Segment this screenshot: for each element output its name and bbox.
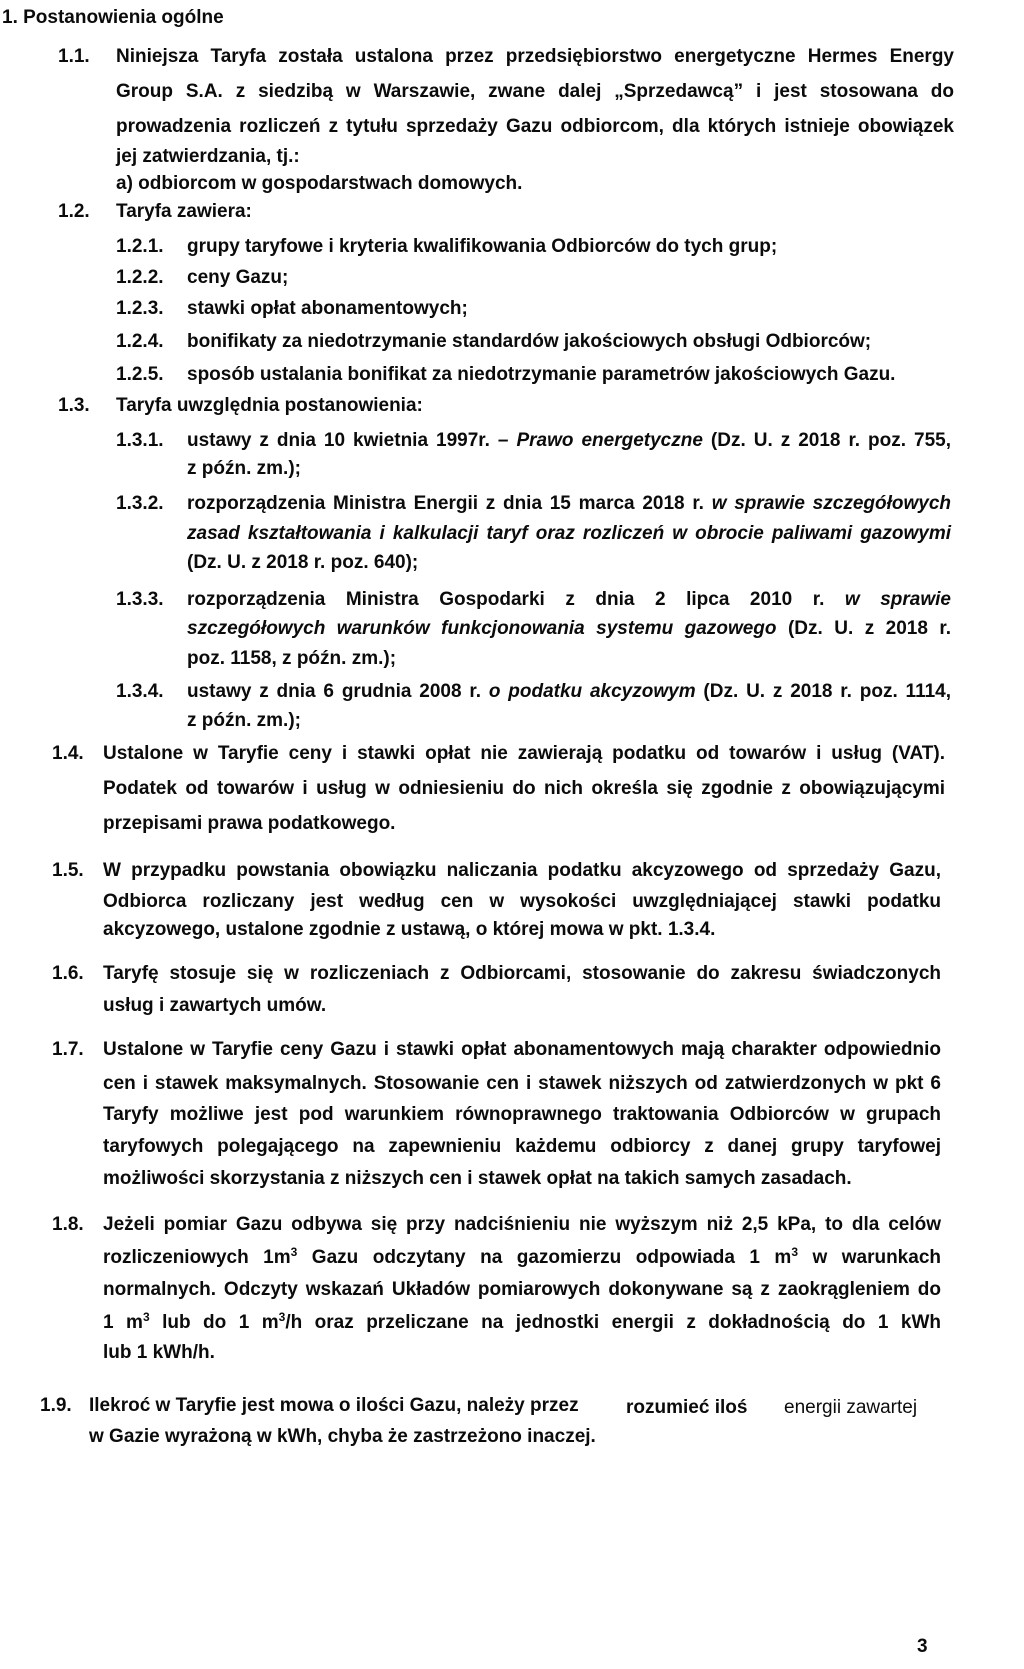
act-title: w sprawie szczegółowych xyxy=(711,493,951,514)
text-run: rozliczeniowych 1m xyxy=(103,1247,291,1268)
subsection-number: 1.3.2. xyxy=(116,493,164,514)
citation-text: rozporządzenia Ministra Gospodarki z dnia 2 lipca 2010 r. xyxy=(187,589,825,610)
paragraph-line: Ustalone w Taryfie ceny Gazu i stawki opłat abonamentowych mają charakter odpowiednio xyxy=(103,1039,941,1060)
act-title: w sprawie xyxy=(844,589,952,610)
text-run: w warunkach xyxy=(812,1247,941,1268)
citation-text: ustawy z dnia 6 grudnia 2008 r. xyxy=(187,681,482,702)
list-item-continuation: poz. 1158, z późn. zm.); xyxy=(187,648,397,669)
paragraph-line: Taryfa zawiera: xyxy=(116,201,252,222)
subsection-number: 1.2.3. xyxy=(116,298,164,319)
superscript: 3 xyxy=(290,1245,298,1259)
text-run: 1 m xyxy=(103,1312,143,1333)
citation-text: ustawy z dnia 10 kwietnia 1997r. – xyxy=(187,430,509,451)
paragraph-line: Taryfę stosuje się w rozliczeniach z Odbiorcami, stosowanie do zakresu świadczonych xyxy=(103,963,941,984)
subsection-number: 1.3.4. xyxy=(116,681,164,702)
citation-text: (Dz. U. z 2018 r. xyxy=(787,618,951,639)
paragraph-line xyxy=(103,1309,941,1336)
citation-text: rozporządzenia Ministra Energii z dnia 15 marca 2018 r. xyxy=(187,493,704,514)
paragraph-line: jej zatwierdzania, tj.: xyxy=(116,146,300,167)
paragraph-line: energii zawartej xyxy=(784,1397,918,1418)
text-run: lub do 1 m xyxy=(162,1312,279,1333)
act-title: o podatku akcyzowym xyxy=(488,681,696,702)
list-item xyxy=(187,427,951,454)
paragraph-line: Taryfy możliwe jest pod warunkiem równoprawnego traktowania Odbiorców w grupach xyxy=(103,1104,941,1125)
list-item: stawki opłat abonamentowych; xyxy=(187,298,468,319)
citation-text: (Dz. U. z 2018 r. poz. 755, xyxy=(710,430,952,451)
section-number: 1.9. xyxy=(40,1395,72,1416)
list-item: bonifikaty za niedotrzymanie standardów jakościowych obsługi Odbiorców; xyxy=(187,331,872,352)
paragraph-line: możliwości skorzystania z niższych cen i stawek opłat na takich samych zasadach. xyxy=(103,1168,852,1189)
paragraph-line: w Gazie wyrażoną w kWh, chyba że zastrzeżono inaczej. xyxy=(89,1426,596,1447)
superscript: 3 xyxy=(791,1245,799,1259)
section-number: 1.4. xyxy=(52,743,84,764)
list-item: ceny Gazu; xyxy=(187,267,289,288)
subsection-number: 1.2.1. xyxy=(116,236,164,257)
paragraph-line: Group S.A. z siedzibą w Warszawie, zwane dalej „Sprzedawcą” i jest stosowana do xyxy=(116,81,954,102)
text-run: /h oraz przeliczane na jednostki energii z dokładnością do 1 kWh xyxy=(285,1312,942,1333)
paragraph-line: Niniejsza Taryfa została ustalona przez przedsiębiorstwo energetyczne Hermes Energy xyxy=(116,46,954,67)
list-item-continuation: z późn. zm.); xyxy=(187,458,301,479)
subsection-number: 1.3.3. xyxy=(116,589,164,610)
section-number: 1.8. xyxy=(52,1214,84,1235)
paragraph-line: cen i stawek maksymalnych. Stosowanie cen i stawek niższych od zatwierdzonych w pkt 6 xyxy=(103,1073,941,1094)
paragraph-line: taryfowych polegającego na zapewnieniu każdemu odbiorcy z danej grupy taryfowej xyxy=(103,1136,941,1157)
paragraph-line: Odbiorca rozliczany jest według cen w wysokości uwzględniającej stawki podatku xyxy=(103,891,941,912)
list-item-continuation: (Dz. U. z 2018 r. poz. 640); xyxy=(187,552,419,573)
section-heading: 1. Postanowienia ogólne xyxy=(2,7,224,28)
section-number: 1.3. xyxy=(58,395,90,416)
paragraph-line: Ustalone w Taryfie ceny i stawki opłat nie zawierają podatku od towarów i usług (VAT). xyxy=(103,743,945,764)
list-item xyxy=(187,678,951,705)
list-item-continuation xyxy=(187,615,951,642)
list-item xyxy=(187,490,951,517)
subsection-number: 1.2.5. xyxy=(116,364,164,385)
superscript: 3 xyxy=(142,1310,150,1324)
paragraph-line: Podatek od towarów i usług w odniesieniu do nich określa się zgodnie z obowiązującymi xyxy=(103,778,945,799)
paragraph-line: W przypadku powstania obowiązku naliczania podatku akcyzowego od sprzedaży Gazu, xyxy=(103,860,941,881)
superscript: 3 xyxy=(278,1310,286,1324)
paragraph-line: akcyzowego, ustalone zgodnie z ustawą, o której mowa w pkt. 1.3.4. xyxy=(103,919,716,940)
paragraph-line: Jeżeli pomiar Gazu odbywa się przy nadciśnieniu nie wyższym niż 2,5 kPa, to dla celów xyxy=(103,1214,941,1235)
paragraph-line: usług i zawartych umów. xyxy=(103,995,327,1016)
act-title: zasad kształtowania i kalkulacji taryf oraz rozliczeń w obrocie paliwami gazowymi xyxy=(187,523,951,544)
paragraph-line: normalnych. Odczyty wskazań Układów pomiarowych dokonywane są z zaokrągleniem do xyxy=(103,1279,941,1300)
paragraph-line: lub 1 kWh/h. xyxy=(103,1342,215,1363)
subsection-number: 1.3.1. xyxy=(116,430,164,451)
section-number: 1.5. xyxy=(52,860,84,881)
paragraph-line: Taryfa uwzględnia postanowienia: xyxy=(116,395,423,416)
citation-text: (Dz. U. z 2018 r. poz. 1114, xyxy=(703,681,952,702)
paragraph-line xyxy=(103,1244,941,1271)
act-title: Prawo energetyczne xyxy=(516,430,703,451)
section-number: 1.1. xyxy=(58,46,90,67)
section-number: 1.7. xyxy=(52,1039,84,1060)
paragraph-line: przepisami prawa podatkowego. xyxy=(103,813,396,834)
section-number: 1.6. xyxy=(52,963,84,984)
paragraph-line: Ilekroć w Taryfie jest mowa o ilości Gazu, należy przez xyxy=(89,1395,579,1416)
page-number: 3 xyxy=(917,1636,928,1657)
list-item xyxy=(187,586,951,613)
list-item: grupy taryfowe i kryteria kwalifikowania Odbiorców do tych grup; xyxy=(187,236,778,257)
section-number: 1.2. xyxy=(58,201,90,222)
paragraph-line: rozumieć iloś xyxy=(626,1397,748,1418)
act-title: szczegółowych warunków funkcjonowania systemu gazowego xyxy=(187,618,777,639)
list-item: a) odbiorcom w gospodarstwach domowych. xyxy=(116,173,523,194)
paragraph-line: prowadzenia rozliczeń z tytułu sprzedaży Gazu odbiorcom, dla których istnieje obowiązek xyxy=(116,116,954,137)
list-item: sposób ustalania bonifikat za niedotrzymanie parametrów jakościowych Gazu. xyxy=(187,364,896,385)
list-item-continuation: z późn. zm.); xyxy=(187,710,301,731)
text-run: Gazu odczytany na gazomierzu odpowiada 1 m xyxy=(311,1247,792,1268)
subsection-number: 1.2.2. xyxy=(116,267,164,288)
subsection-number: 1.2.4. xyxy=(116,331,164,352)
